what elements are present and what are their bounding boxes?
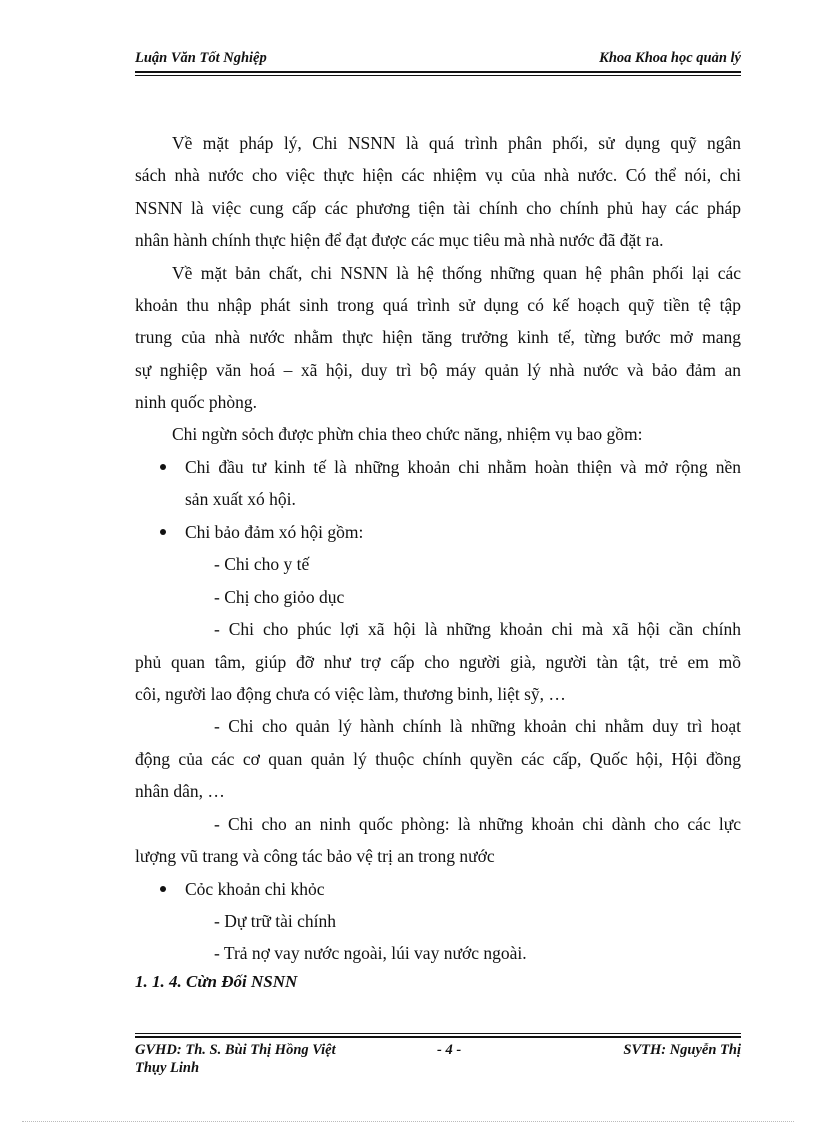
text-line: Chi đầu tư kinh tế là những khoản chi nhằm hoàn thiện và mở rộng nền [185,457,741,477]
text-line: sách nhà nước cho việc thực hiện các nhiệm vụ của nhà nước. Có thể nói, chi [135,165,741,185]
text-line: nhân hành chính thực hiện để đạt được các mục tiêu mà nhà nước đã đặt ra. [135,230,664,250]
bullet-icon [160,886,166,892]
sub-item-debt: - Trả nợ vay nước ngoài, lúi vay nước ngoài. [214,943,527,963]
footer-supervisor: GVHD: Th. S. Bùi Thị Hồng Việt [135,1042,336,1058]
text-line: Về mặt pháp lý, Chi NSNN là quá trình phân phối, sử dụng quỹ ngân [172,133,741,153]
sub-item-education: - Chị cho giỏo dục [214,587,345,607]
section-heading: 1. 1. 4. Cừn Đối NSNN [135,972,298,991]
sub-item-reserve: - Dự trữ tài chính [214,911,336,931]
footer-student: SVTH: Nguyễn Thị [623,1042,741,1058]
footer-student-name-cont: Thụy Linh [135,1060,200,1076]
text-line: lượng vũ trang và công tác bảo vệ trị an trong nước [135,846,495,866]
page-header [135,50,741,70]
footer-rule-thick [135,1036,741,1038]
text-line: côi, người lao động chưa có việc làm, thương binh, liệt sỹ, … [135,684,566,704]
text-line: ninh quốc phòng. [135,392,258,412]
text-line: sự nghiệp văn hoá – xã hội, duy trì bộ máy quản lý nhà nước và bảo đảm an [135,360,741,380]
header-rule-thin [135,75,741,76]
text-line: Cỏc khoản chi khỏc [185,879,325,899]
text-line: nhân dân, … [135,781,225,801]
bullet-icon [160,464,166,470]
text-line: - Chi cho phúc lợi xã hội là những khoản chi mà xã hội cần chính [214,619,741,639]
text-line: - Chi cho an ninh quốc phòng: là những khoản chi dành cho các lực [214,814,741,834]
page-number: - 4 - [437,1042,462,1058]
text-line: phủ quan tâm, giúp đỡ như trợ cấp cho người già, người tàn tật, trẻ em mồ [135,652,741,672]
paragraph-classification: Chi ngừn sỏch được phừn chia theo chức năng, nhiệm vụ bao gồm: [172,424,643,444]
text-line: sản xuất xó hội. [185,489,296,509]
header-thesis-title: Luận Văn Tốt Nghiệp [135,50,267,66]
text-line: trung của nhà nước nhằm thực hiện tăng trưởng kinh tế, từng bước mở mang [135,327,741,347]
text-line: động của các cơ quan quản lý thuộc chính quyền các cấp, Quốc hội, Hội đồng [135,749,741,769]
bullet-icon [160,529,166,535]
header-rule-thick [135,71,741,73]
text-line: Về mặt bản chất, chi NSNN là hệ thống những quan hệ phân phối lại các [172,263,741,283]
footer-rule-thin [135,1033,741,1034]
text-line: NSNN là việc cung cấp các phương tiện tài chính cho chính phủ hay các pháp [135,198,741,218]
page-edge-divider [22,1121,794,1122]
header-faculty: Khoa Khoa học quản lý [599,50,741,66]
text-line: - Chi cho quản lý hành chính là những khoản chi nhằm duy trì hoạt [214,716,741,736]
text-line: khoản thu nhập phát sinh trong quá trình sử dụng có kế hoạch quỹ tiền tệ tập [135,295,741,315]
sub-item-health: - Chi cho y tế [214,554,310,574]
text-line: Chi bảo đảm xó hội gồm: [185,522,364,542]
